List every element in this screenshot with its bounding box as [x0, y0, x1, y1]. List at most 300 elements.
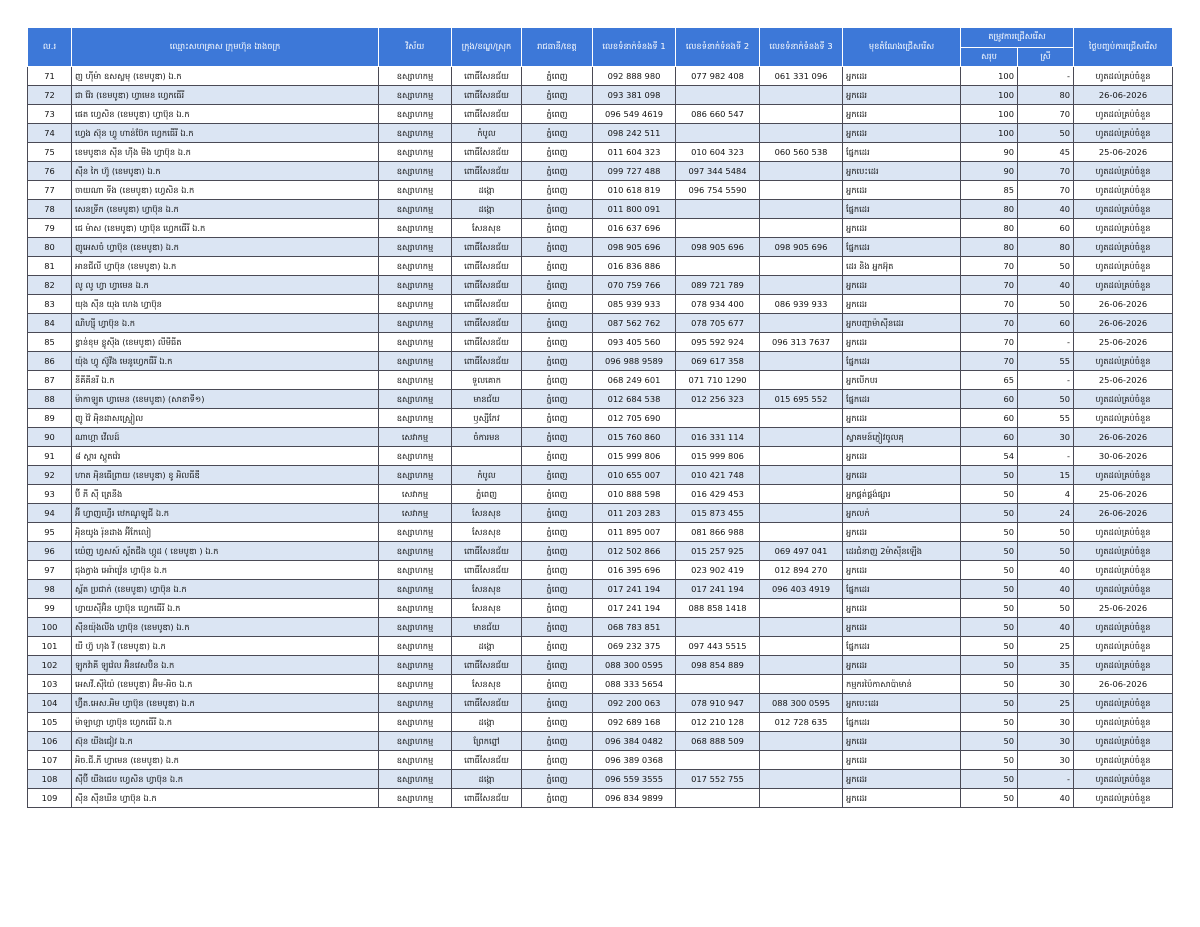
cell-phone-1: 069 232 375 — [593, 637, 676, 656]
cell-phone-2: 023 902 419 — [676, 561, 760, 580]
cell-phone-1: 017 241 194 — [593, 580, 676, 599]
cell-sector: ឧស្សាហកម្ម — [379, 409, 452, 428]
cell-sector: ឧស្សាហកម្ម — [379, 789, 452, 808]
table-row — [28, 409, 1173, 428]
cell-district: ព្រែកព្នៅ — [452, 732, 522, 751]
cell-phone-1: 068 783 851 — [593, 618, 676, 637]
cell-deadline: ហូតដល់គ្រប់ចំនួន — [1074, 257, 1173, 276]
cell-phone-2: 015 999 806 — [676, 447, 760, 466]
cell-province: ភ្នំពេញ — [522, 485, 593, 504]
cell-female: 30 — [1018, 713, 1074, 732]
header-company: ឈ្មោះសហគ្រាស ក្រុមហ៊ុន ឯាងចក្រ — [72, 28, 379, 67]
cell-position: អ្នកបើកបរ — [843, 371, 961, 390]
cell-phone-1: 092 200 063 — [593, 694, 676, 713]
cell-company: អានជីលី ហ្វាប៊ុន (ខេមបូឌា) ឯ.ក — [72, 257, 379, 276]
cell-phone-3 — [760, 257, 843, 276]
table-row — [28, 238, 1173, 257]
cell-phone-2: 098 854 889 — [676, 656, 760, 675]
cell-deadline: ហូតដល់គ្រប់ចំនួន — [1074, 637, 1173, 656]
cell-phone-3 — [760, 276, 843, 295]
cell-company: ចាយណា ទីង (ខេមបូឌា) ហ្វេសិន ឯ.ក — [72, 181, 379, 200]
cell-province: ភ្នំពេញ — [522, 428, 593, 447]
cell-deadline: ហូតដល់គ្រប់ចំនួន — [1074, 580, 1173, 599]
cell-phone-3 — [760, 466, 843, 485]
table-row — [28, 86, 1173, 105]
cell-deadline: ហូតដល់គ្រប់ចំនួន — [1074, 618, 1173, 637]
table-row — [28, 656, 1173, 675]
table-row — [28, 295, 1173, 314]
cell-no: 81 — [28, 257, 72, 276]
cell-company: យ៉ុង ហ្វូ ស៊ូវីង មេនូហ្វេកធឺរី ឯ.ក — [72, 352, 379, 371]
cell-district: មានជ័យ — [452, 618, 522, 637]
cell-phone-1: 092 689 168 — [593, 713, 676, 732]
cell-position: ផ្នែកដេរ — [843, 713, 961, 732]
cell-company: ញ ហ៊ីម៉ា ឧសស្លមុ (ខេមបូឌា) ឯ.ក — [72, 67, 379, 86]
cell-deadline: 25-06-2026 — [1074, 371, 1173, 390]
cell-sector: ឧស្សាហកម្ម — [379, 200, 452, 219]
cell-phone-2: 096 754 5590 — [676, 181, 760, 200]
table-row — [28, 732, 1173, 751]
cell-phone-2: 078 910 947 — [676, 694, 760, 713]
cell-position: ផ្នែកដេរ — [843, 352, 961, 371]
table-row — [28, 561, 1173, 580]
cell-position: ផ្នែកដេរ — [843, 390, 961, 409]
cell-phone-3 — [760, 105, 843, 124]
cell-phone-1: 011 203 283 — [593, 504, 676, 523]
cell-district: សែនសុខ — [452, 599, 522, 618]
cell-female: - — [1018, 333, 1074, 352]
table-row — [28, 637, 1173, 656]
cell-deadline: ហូតដល់គ្រប់ចំនួន — [1074, 390, 1173, 409]
cell-phone-2: 081 866 988 — [676, 523, 760, 542]
cell-phone-3 — [760, 124, 843, 143]
cell-company: ម៉ាឡាហ្គា ហ្វាប៊ុន ហ្វេកធើរី ឯ.ក — [72, 713, 379, 732]
cell-district: សែនសុខ — [452, 219, 522, 238]
cell-province: ភ្នំពេញ — [522, 390, 593, 409]
cell-phone-2: 017 552 755 — [676, 770, 760, 789]
table-row — [28, 390, 1173, 409]
cell-female: 35 — [1018, 656, 1074, 675]
cell-total: 90 — [961, 143, 1018, 162]
cell-phone-3 — [760, 789, 843, 808]
cell-phone-3 — [760, 162, 843, 181]
cell-phone-1: 088 300 0595 — [593, 656, 676, 675]
cell-deadline: 26-06-2026 — [1074, 86, 1173, 105]
cell-female: 50 — [1018, 124, 1074, 143]
cell-deadline: ហូតដល់គ្រប់ចំនួន — [1074, 276, 1173, 295]
cell-district: ពោធិ៍សែនជ័យ — [452, 276, 522, 295]
cell-phone-2: 077 982 408 — [676, 67, 760, 86]
cell-district: ពោធិ៍សែនជ័យ — [452, 257, 522, 276]
cell-total: 50 — [961, 542, 1018, 561]
cell-province: ភ្នំពេញ — [522, 789, 593, 808]
cell-sector: ឧស្សាហកម្ម — [379, 143, 452, 162]
cell-province: ភ្នំពេញ — [522, 314, 593, 333]
cell-district: ពោធិ៍សែនជ័យ — [452, 561, 522, 580]
cell-phone-1: 092 888 980 — [593, 67, 676, 86]
cell-phone-2: 089 721 789 — [676, 276, 760, 295]
cell-province: ភ្នំពេញ — [522, 504, 593, 523]
cell-no: 98 — [28, 580, 72, 599]
cell-deadline: ហូតដល់គ្រប់ចំនួន — [1074, 542, 1173, 561]
cell-female: 50 — [1018, 599, 1074, 618]
cell-phone-3: 098 905 696 — [760, 238, 843, 257]
cell-province: ភ្នំពេញ — [522, 751, 593, 770]
cell-phone-3: 012 894 270 — [760, 561, 843, 580]
cell-no: 101 — [28, 637, 72, 656]
cell-province: ភ្នំពេញ — [522, 257, 593, 276]
cell-phone-1: 093 405 560 — [593, 333, 676, 352]
cell-phone-1: 011 895 007 — [593, 523, 676, 542]
cell-phone-1: 011 800 091 — [593, 200, 676, 219]
cell-district: ពោធិ៍សែនជ័យ — [452, 694, 522, 713]
table-row — [28, 333, 1173, 352]
cell-phone-1: 088 333 5654 — [593, 675, 676, 694]
cell-phone-1: 016 637 696 — [593, 219, 676, 238]
cell-province: ភ្នំពេញ — [522, 637, 593, 656]
cell-phone-2 — [676, 618, 760, 637]
cell-total: 50 — [961, 485, 1018, 504]
cell-sector: សេវាកម្ម — [379, 485, 452, 504]
cell-province: ភ្នំពេញ — [522, 219, 593, 238]
cell-position: ដេរជំនាញ 2ម៉ាស៊ីនឡើង — [843, 542, 961, 561]
cell-company: ហ្វេង ស៊ុន ហ្វូ ហាន់ប៊ែក ហ្វេកធើរី ឯ.ក — [72, 124, 379, 143]
cell-female: 40 — [1018, 561, 1074, 580]
cell-phone-1: 098 905 696 — [593, 238, 676, 257]
cell-district: ពោធិ៍សែនជ័យ — [452, 789, 522, 808]
cell-no: 79 — [28, 219, 72, 238]
cell-district: ពោធិ៍សែនជ័យ — [452, 542, 522, 561]
cell-province: ភ្នំពេញ — [522, 124, 593, 143]
cell-phone-1: 096 834 9899 — [593, 789, 676, 808]
cell-no: 103 — [28, 675, 72, 694]
cell-province: ភ្នំពេញ — [522, 333, 593, 352]
cell-phone-3 — [760, 86, 843, 105]
cell-deadline: ហូតដល់គ្រប់ចំនួន — [1074, 751, 1173, 770]
cell-province: ភ្នំពេញ — [522, 561, 593, 580]
cell-sector: ឧស្សាហកម្ម — [379, 580, 452, 599]
cell-total: 60 — [961, 409, 1018, 428]
cell-province: ភ្នំពេញ — [522, 675, 593, 694]
cell-total: 80 — [961, 219, 1018, 238]
cell-phone-3: 088 300 0595 — [760, 694, 843, 713]
cell-total: 50 — [961, 732, 1018, 751]
cell-position: អ្នកដេរ — [843, 276, 961, 295]
cell-position: ផ្នែកដេរ — [843, 200, 961, 219]
cell-district: មានជ័យ — [452, 390, 522, 409]
cell-phone-2: 069 617 358 — [676, 352, 760, 371]
cell-female: 30 — [1018, 675, 1074, 694]
cell-phone-2: 010 604 323 — [676, 143, 760, 162]
cell-sector: ឧស្សាហកម្ម — [379, 105, 452, 124]
cell-deadline: ហូតដល់គ្រប់ចំនួន — [1074, 238, 1173, 257]
cell-total: 100 — [961, 67, 1018, 86]
cell-female: 30 — [1018, 428, 1074, 447]
cell-female: 40 — [1018, 276, 1074, 295]
cell-total: 50 — [961, 523, 1018, 542]
cell-no: 83 — [28, 295, 72, 314]
cell-phone-3: 069 497 041 — [760, 542, 843, 561]
table-row — [28, 67, 1173, 86]
cell-no: 77 — [28, 181, 72, 200]
cell-company: អ៉ិនយូង រ៉ុនដាង អ៊ីកែលៀ — [72, 523, 379, 542]
cell-district: ដង្កោ — [452, 770, 522, 789]
table-row — [28, 447, 1173, 466]
cell-province: ភ្នំពេញ — [522, 200, 593, 219]
header-position: មុខតំណែងជ្រើសរើស — [843, 28, 961, 67]
cell-sector: ឧស្សាហកម្ម — [379, 637, 452, 656]
cell-province: ភ្នំពេញ — [522, 181, 593, 200]
cell-no: 95 — [28, 523, 72, 542]
table-row — [28, 352, 1173, 371]
header-no: ល.រ — [28, 28, 72, 67]
cell-deadline: 26-06-2026 — [1074, 295, 1173, 314]
header-total: សរុប — [961, 48, 1018, 67]
cell-total: 50 — [961, 599, 1018, 618]
cell-district: ដង្កោ — [452, 181, 522, 200]
cell-district — [452, 447, 522, 466]
cell-female: 60 — [1018, 314, 1074, 333]
cell-sector: ឧស្សាហកម្ម — [379, 732, 452, 751]
cell-phone-3: 096 313 7637 — [760, 333, 843, 352]
table-row — [28, 675, 1173, 694]
cell-position: អ្នកដេរ — [843, 181, 961, 200]
cell-no: 108 — [28, 770, 72, 789]
cell-female: 4 — [1018, 485, 1074, 504]
cell-company: អ៊ី ហ្វាញហ្វើរ ឋេកណូឡូជី ឯ.ក — [72, 504, 379, 523]
cell-position: អ្នកលក់ — [843, 504, 961, 523]
cell-sector: ឧស្សាហកម្ម — [379, 162, 452, 181]
table-row — [28, 713, 1173, 732]
table-row — [28, 599, 1173, 618]
cell-no: 85 — [28, 333, 72, 352]
cell-female: 50 — [1018, 542, 1074, 561]
cell-province: ភ្នំពេញ — [522, 523, 593, 542]
cell-position: ស្វាគមន៍ភ្ញៀវចូលគុ — [843, 428, 961, 447]
cell-phone-3 — [760, 599, 843, 618]
cell-sector: ឧស្សាហកម្ម — [379, 599, 452, 618]
cell-district: សែនសុខ — [452, 580, 522, 599]
cell-position: អ្នកដេរ — [843, 105, 961, 124]
cell-district: ពោធិ៍សែនជ័យ — [452, 314, 522, 333]
table-row — [28, 542, 1173, 561]
cell-company: ខេមបូឌាន ស៊ីន ហ៊ីង មីង ហ្វាប៊ុន ឯ.ក — [72, 143, 379, 162]
table-row — [28, 485, 1173, 504]
cell-female: - — [1018, 371, 1074, 390]
cell-company: ស៊ីនយ៉ុងលីង ហ្វាប៊ុន (ខេមបូឌា) ឯ.ក — [72, 618, 379, 637]
cell-phone-3 — [760, 675, 843, 694]
cell-phone-1: 096 384 0482 — [593, 732, 676, 751]
cell-no: 76 — [28, 162, 72, 181]
header-need-group: តម្រូវការជ្រើសរើស — [961, 28, 1074, 48]
cell-total: 80 — [961, 200, 1018, 219]
cell-total: 50 — [961, 637, 1018, 656]
cell-phone-2 — [676, 751, 760, 770]
cell-phone-3 — [760, 409, 843, 428]
header-phone-1: លេខទំនាក់ទំនងទី 1 — [593, 28, 676, 67]
cell-district: ពោធិ៍សែនជ័យ — [452, 238, 522, 257]
cell-female: 70 — [1018, 162, 1074, 181]
cell-phone-2: 071 710 1290 — [676, 371, 760, 390]
cell-company: ម៉ាកាឡូត ហ្វាមេន (ខេមបូឌា) (សាខាទី១) — [72, 390, 379, 409]
cell-female: - — [1018, 447, 1074, 466]
cell-sector: ឧស្សាហកម្ម — [379, 447, 452, 466]
table-row — [28, 751, 1173, 770]
cell-phone-1: 096 549 4619 — [593, 105, 676, 124]
cell-company: ជុងក្វាង អេរ៉ាវ្រ៉េន ហ្វាប៊ុន ឯ.ក — [72, 561, 379, 580]
cell-no: 99 — [28, 599, 72, 618]
cell-company: ណិហ្ស៊ី ហ្វាប៊ុន ឯ.ក — [72, 314, 379, 333]
cell-company: ហ្វាយស៊ីអ៊ិន ហ្វាប៊ុន ហ្វេកធើរី ឯ.ក — [72, 599, 379, 618]
cell-phone-2: 088 858 1418 — [676, 599, 760, 618]
cell-phone-2: 098 905 696 — [676, 238, 760, 257]
cell-deadline: ហូតដល់គ្រប់ចំនួន — [1074, 200, 1173, 219]
cell-sector: ឧស្សាហកម្ម — [379, 276, 452, 295]
cell-position: អ្នកដេរ — [843, 751, 961, 770]
cell-total: 50 — [961, 656, 1018, 675]
cell-province: ភ្នំពេញ — [522, 143, 593, 162]
cell-phone-2: 086 660 547 — [676, 105, 760, 124]
cell-sector: ឧស្សាហកម្ម — [379, 523, 452, 542]
cell-total: 100 — [961, 86, 1018, 105]
cell-phone-2: 012 256 323 — [676, 390, 760, 409]
cell-phone-1: 016 836 886 — [593, 257, 676, 276]
cell-phone-1: 011 604 323 — [593, 143, 676, 162]
cell-district: ពោធិ៍សែនជ័យ — [452, 751, 522, 770]
cell-phone-3 — [760, 732, 843, 751]
cell-deadline: ហូតដល់គ្រប់ចំនួន — [1074, 770, 1173, 789]
cell-district: ពោធិ៍សែនជ័យ — [452, 162, 522, 181]
cell-phone-2: 016 429 453 — [676, 485, 760, 504]
cell-female: 80 — [1018, 86, 1074, 105]
cell-phone-3: 086 939 933 — [760, 295, 843, 314]
cell-phone-3 — [760, 352, 843, 371]
cell-no: 89 — [28, 409, 72, 428]
cell-district: ពោធិ៍សែនជ័យ — [452, 333, 522, 352]
cell-district: ចំការមន — [452, 428, 522, 447]
cell-province: ភ្នំពេញ — [522, 67, 593, 86]
cell-company: ៨ ស្ពារ ស្ពូតវ៉េរ — [72, 447, 379, 466]
cell-phone-2: 017 241 194 — [676, 580, 760, 599]
cell-phone-1: 096 988 9589 — [593, 352, 676, 371]
cell-company: ជេ ម៉ាស (ខេមបូឌា) ហ្វាប៊ុន ហ្វេកធើរី ឯ.ក — [72, 219, 379, 238]
table-row — [28, 105, 1173, 124]
cell-company: ញូ វ៉ៃ អ៉ិនដាសស្ទ្រៀល — [72, 409, 379, 428]
cell-province: ភ្នំពេញ — [522, 409, 593, 428]
cell-position: ផ្នែកដេរ — [843, 238, 961, 257]
cell-deadline: ហូតដល់គ្រប់ចំនួន — [1074, 789, 1173, 808]
cell-phone-2: 095 592 924 — [676, 333, 760, 352]
cell-phone-1: 015 760 860 — [593, 428, 676, 447]
cell-total: 50 — [961, 561, 1018, 580]
header-female: ស្រី — [1018, 48, 1074, 67]
cell-province: ភ្នំពេញ — [522, 162, 593, 181]
cell-phone-2: 078 934 400 — [676, 295, 760, 314]
cell-deadline: ហូតដល់គ្រប់ចំនួន — [1074, 523, 1173, 542]
table-row — [28, 143, 1173, 162]
table-row — [28, 124, 1173, 143]
cell-sector: ឧស្សាហកម្ម — [379, 675, 452, 694]
cell-no: 80 — [28, 238, 72, 257]
cell-phone-3 — [760, 485, 843, 504]
cell-total: 50 — [961, 618, 1018, 637]
cell-deadline: ហូតដល់គ្រប់ចំនួន — [1074, 561, 1173, 580]
cell-sector: ឧស្សាហកម្ម — [379, 295, 452, 314]
table-row — [28, 618, 1173, 637]
cell-phone-1: 096 559 3555 — [593, 770, 676, 789]
cell-district: ពោធិ៍សែនជ័យ — [452, 295, 522, 314]
cell-deadline: ហូតដល់គ្រប់ចំនួន — [1074, 162, 1173, 181]
cell-province: ភ្នំពេញ — [522, 732, 593, 751]
cell-phone-2: 010 421 748 — [676, 466, 760, 485]
cell-phone-3 — [760, 637, 843, 656]
table-row — [28, 276, 1173, 295]
cell-sector: ឧស្សាហកម្ម — [379, 238, 452, 257]
cell-deadline: 25-06-2026 — [1074, 599, 1173, 618]
cell-province: ភ្នំពេញ — [522, 770, 593, 789]
cell-position: អ្នកដេរ — [843, 599, 961, 618]
cell-female: 60 — [1018, 219, 1074, 238]
cell-phone-2 — [676, 124, 760, 143]
cell-phone-2 — [676, 219, 760, 238]
cell-district: ឫស្សីកែវ — [452, 409, 522, 428]
cell-phone-3 — [760, 656, 843, 675]
cell-phone-1: 017 241 194 — [593, 599, 676, 618]
cell-deadline: ហូតដល់គ្រប់ចំនួន — [1074, 694, 1173, 713]
cell-position: អ្នកដេរ — [843, 561, 961, 580]
cell-company: ប៊ី ភី ស៊ី ត្រេនីង — [72, 485, 379, 504]
cell-female: 40 — [1018, 580, 1074, 599]
cell-company: ជា វ៉ែរ (ខេមបូឌា) ហ្វាមេន ហ្វេកធើរី — [72, 86, 379, 105]
cell-province: ភ្នំពេញ — [522, 694, 593, 713]
cell-company: ណាហ្គា វើលដ៍ — [72, 428, 379, 447]
cell-female: 25 — [1018, 694, 1074, 713]
cell-district: សែនសុខ — [452, 523, 522, 542]
cell-deadline: 25-06-2026 — [1074, 485, 1173, 504]
cell-phone-2 — [676, 257, 760, 276]
cell-phone-1: 070 759 766 — [593, 276, 676, 295]
cell-district: ពោធិ៍សែនជ័យ — [452, 86, 522, 105]
cell-province: ភ្នំពេញ — [522, 276, 593, 295]
cell-phone-3: 015 695 552 — [760, 390, 843, 409]
table-body — [28, 67, 1173, 808]
cell-phone-3 — [760, 200, 843, 219]
cell-sector: ឧស្សាហកម្ម — [379, 542, 452, 561]
cell-female: 25 — [1018, 637, 1074, 656]
cell-no: 91 — [28, 447, 72, 466]
cell-position: អ្នកដេរ — [843, 86, 961, 105]
cell-deadline: ហូតដល់គ្រប់ចំនួន — [1074, 124, 1173, 143]
cell-deadline: ហូតដល់គ្រប់ចំនួន — [1074, 732, 1173, 751]
cell-company: អេសវី.ស៊ីយ៉ៃ (ខេមបូឌា) អ៊ិម-អិច ឯ.ក — [72, 675, 379, 694]
cell-company: យ៉េញ ហ្វសស៍ ស្ព័តជីង ហ្គូដ ( ខេមបូឌា ) ឯ.ក — [72, 542, 379, 561]
cell-district: ដង្កោ — [452, 713, 522, 732]
cell-phone-1: 012 502 866 — [593, 542, 676, 561]
cell-female: 45 — [1018, 143, 1074, 162]
cell-no: 88 — [28, 390, 72, 409]
cell-phone-1: 016 395 696 — [593, 561, 676, 580]
cell-no: 73 — [28, 105, 72, 124]
cell-sector: ឧស្សាហកម្ម — [379, 751, 452, 770]
table-row — [28, 580, 1173, 599]
cell-district: ទួលគោក — [452, 371, 522, 390]
cell-sector: ឧស្សាហកម្ម — [379, 618, 452, 637]
cell-company: នីគីគីនរី ឯ.ក — [72, 371, 379, 390]
table-row — [28, 314, 1173, 333]
table-row — [28, 504, 1173, 523]
cell-phone-3 — [760, 219, 843, 238]
cell-province: ភ្នំពេញ — [522, 580, 593, 599]
